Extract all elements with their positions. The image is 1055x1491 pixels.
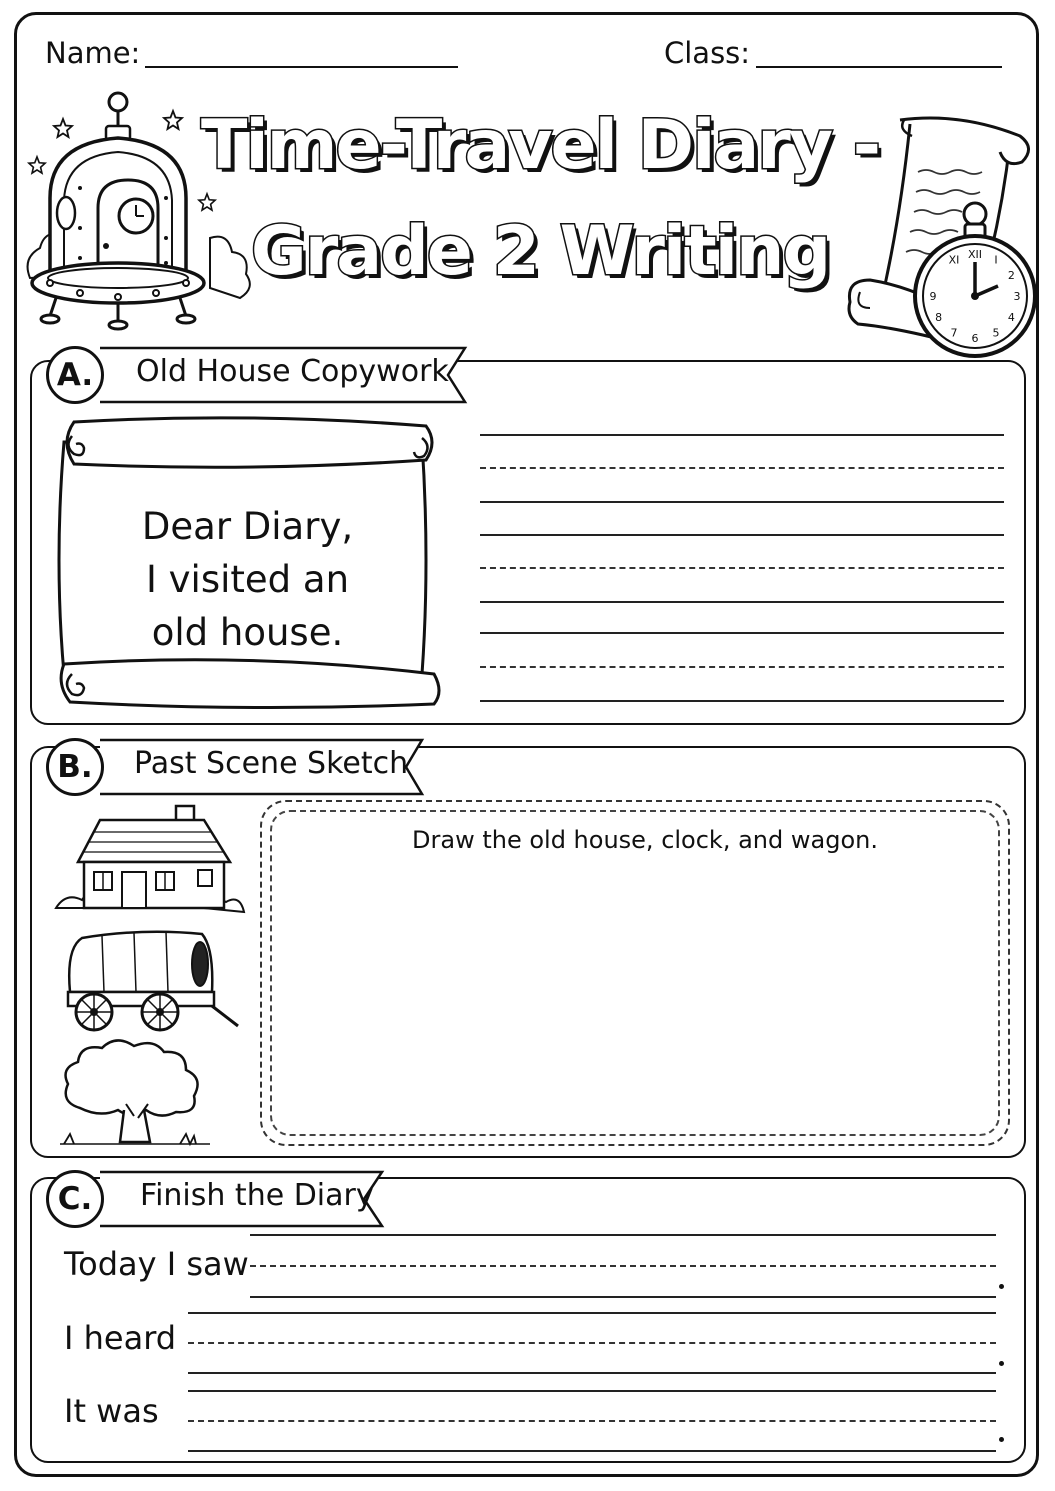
clock-numeral: I (994, 253, 998, 267)
writing-line (480, 601, 1004, 603)
scroll-copy-text (55, 500, 440, 670)
writing-line (250, 1234, 996, 1236)
clock-numeral: XII (967, 248, 983, 261)
clock-numeral: 2 (1007, 269, 1015, 282)
clock-numeral: 5 (992, 326, 1000, 340)
writing-line (188, 1372, 996, 1374)
writing-line (480, 534, 1004, 536)
writing-line (480, 632, 1004, 634)
section-b-title: Past Scene Sketch (134, 746, 409, 781)
pocket-watch-icon (910, 200, 1040, 370)
writing-line (480, 700, 1004, 702)
section-b-badge: B. (46, 738, 104, 796)
star-icon (198, 193, 216, 211)
tree-icon (60, 1038, 210, 1148)
clock-numeral: 9 (929, 290, 937, 303)
clock-numeral: 4 (1007, 311, 1015, 324)
writing-guide-line (188, 1420, 996, 1422)
page-title-line-1: Time-Travel Diary - (200, 106, 880, 185)
covered-wagon-icon (62, 928, 240, 1036)
clock-numeral: 8 (935, 311, 943, 324)
name-label: Name: (45, 36, 141, 70)
scroll-line-2: I visited an (145, 558, 350, 601)
section-c-title: Finish the Diary (140, 1178, 374, 1213)
writing-line (188, 1390, 996, 1392)
star-icon (28, 156, 46, 174)
writing-line (250, 1296, 996, 1298)
writing-guide-line (480, 567, 1004, 569)
page-title-line-2: Grade 2 Writing (250, 212, 830, 291)
sketch-area-inner-border (270, 810, 1000, 1136)
prompt-it-was: It was (64, 1392, 159, 1430)
house-icon (54, 804, 246, 912)
writing-guide-line (250, 1265, 996, 1267)
clock-numeral: 6 (971, 332, 979, 345)
period-dot (999, 1361, 1004, 1366)
star-icon (163, 110, 183, 130)
writing-line (480, 434, 1004, 436)
section-a-badge: A. (46, 346, 104, 404)
writing-guide-line (480, 666, 1004, 668)
period-dot (999, 1437, 1004, 1442)
writing-line (188, 1312, 996, 1314)
writing-line (188, 1450, 996, 1452)
class-label: Class: (664, 36, 751, 70)
prompt-today-i-saw: Today I saw (64, 1245, 249, 1283)
clock-numeral: XI (948, 253, 960, 267)
clock-numeral: 7 (950, 326, 958, 340)
name-field[interactable] (145, 66, 458, 68)
clock-numeral: 3 (1013, 290, 1021, 303)
section-a-title: Old House Copywork (136, 354, 449, 389)
period-dot (999, 1284, 1004, 1289)
writing-guide-line (188, 1342, 996, 1344)
prompt-i-heard: I heard (64, 1319, 177, 1357)
scroll-line-3: old house. (151, 611, 344, 654)
writing-guide-line (480, 467, 1004, 469)
class-field[interactable] (756, 66, 1002, 68)
sketch-instruction: Draw the old house, clock, and wagon. (412, 826, 878, 854)
star-icon (53, 118, 73, 138)
scroll-line-1: Dear Diary, (141, 505, 354, 548)
section-c-badge: C. (46, 1170, 104, 1228)
writing-line (480, 501, 1004, 503)
